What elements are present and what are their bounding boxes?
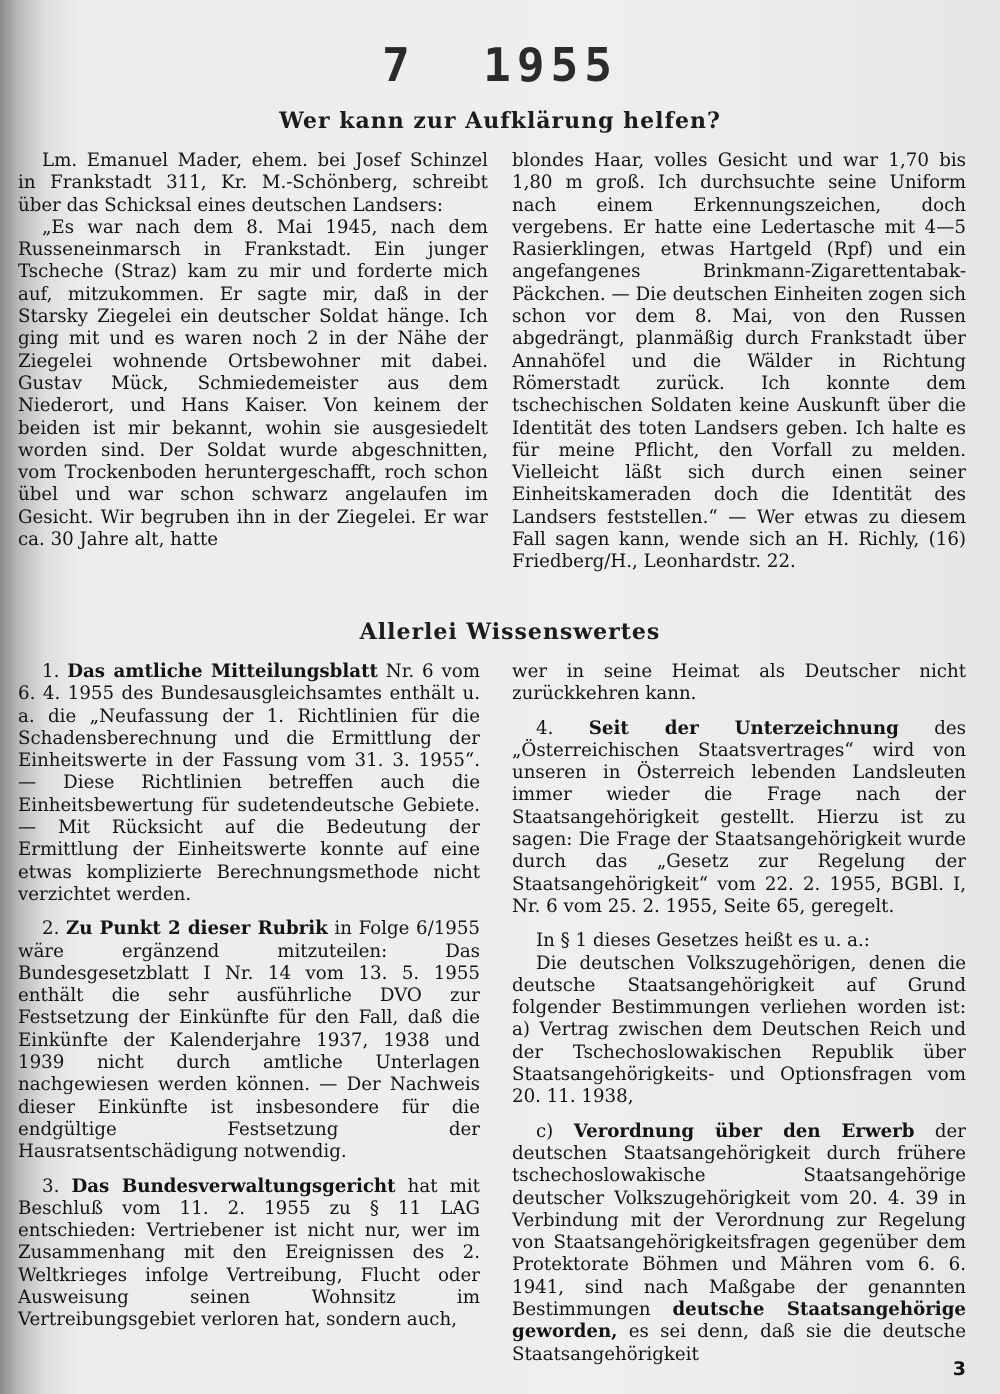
article1-intro: Lm. Emanuel Mader, ehem. bei Josef Schinzel in Frankstadt 311, Kr. M.-Schönberg, schreibt über das Schicksal eines deutschen Landsers:: [18, 150, 488, 216]
item-1-text: Nr. 6 vom 6. 4. 1955 des Bundesausgleichsamtes enthält u. a. die „Neufassung der 1. Richtlinien für die Schadensberechnung und die Ermittlung der Einheitswerte in der Fassung vom 31. 3. 1955“. — Diese Richtlinien betreffen auch die Einheitsbewertung für sudetendeutsche Gebiete. — Mit Rücksicht auf die Bedeutung der Ermittlung der Einheitswerte konnte auf eine etwas komplizierte Berechnungsmethode nicht verzichtet werden.: [18, 661, 480, 905]
article2-left-column: [18, 661, 480, 1332]
item-4-number: 4.: [536, 717, 554, 739]
item-2-lead: Zu Punkt 2 dieser Rubrik: [66, 918, 328, 940]
law-section-c-lead: Verordnung über den Erwerb: [573, 1120, 915, 1142]
item-3-text: hat mit Beschluß vom 11. 2. 1955 zu § 11 LAG entschieden: Vertriebener ist nicht nur, wer im Zusammenhang mit den Ereignissen des 2. Weltkrieges infolge Vertreibung, Flucht oder Ausweisung seinen Wohnsitz im Vertreibungsgebiet verloren hat, sondern auch,: [18, 1175, 480, 1331]
item-3-number: 3.: [42, 1175, 60, 1197]
issue-number: 7 1955: [382, 38, 618, 92]
item-2-text: in Folge 6/1955 wäre ergänzend mitzuteilen: Das Bundesgesetzblatt I Nr. 14 vom 13. 5. 1955 enthält die sehr ausführliche DVO zur Festsetzung der Einkünfte für den Fall, daß die Einkünfte der Kalenderjahre 1937, 1938 und 1939 nicht durch amtliche Unterlagen nachgewiesen werden können. — Der Nachweis dieser Einkünfte ist insbesondere für die endgültige Festsetzung der Hausratsentschädigung notwendig.: [18, 918, 480, 1163]
law-section-c: [512, 1121, 966, 1366]
article1-right-column: [512, 150, 966, 574]
item-2-number: 2.: [42, 918, 60, 940]
item-1: [18, 661, 480, 906]
item-3-lead: Das Bundesverwaltungsgericht: [71, 1175, 396, 1197]
article2-right-column: [512, 661, 966, 1366]
item-2: [18, 918, 480, 1163]
item-4: [512, 718, 966, 919]
item-3-continued: wer in seine Heimat als Deutscher nicht zurückkehren kann.: [512, 661, 966, 705]
item-4-text: des „Österreichischen Staatsvertrages“ wird von unseren in Österreich lebenden Landsleuten immer wieder die Frage nach der Staatsangehörigkeit gestellt. Hierzu ist zu sagen: Die Frage der Staatsangehörigkeit wurde durch das „Gesetz zur Regelung der Staatsangehörigkeit“ vom 22. 2. 1955, BGBl. I, Nr. 6 vom 25. 2. 1955, Seite 65, geregelt.: [512, 717, 966, 917]
law-section-c-emphasis: deutsche Staatsangehörige geworden,: [512, 1299, 966, 1343]
article-title-aufklaerung: Wer kann zur Aufklärung helfen?: [279, 108, 721, 134]
law-section-a: Die deutschen Volkszugehörigen, denen die deutsche Staatsangehörigkeit auf Grund folgender Bestimmungen verliehen worden ist: a) Vertrag zwischen dem Deutschen Reich und der Tschechoslowakischen Republik über Staatsangehörigkeits- und Optionsfragen vom 20. 11. 1938,: [512, 952, 966, 1108]
article-title-wissenswertes: Allerlei Wissenswertes: [359, 619, 661, 645]
article1-quote: „Es war nach dem 8. Mai 1945, nach dem Russeneinmarsch in Frankstadt. Ein junger Tscheche (Straz) kam zu mir und forderte mich auf, mitzukommen. Er sagte mir, daß in der Starsky Ziegelei ein deutscher Soldat hänge. Ich ging mit und es waren noch 2 in der Nähe der Ziegelei wohnende Ortsbewohner mit dabei. Gustav Mück, Schmiedemeister aus dem Niederort, und Hans Kaiser. Von keinem der beiden ist mir bekannt, wohin sie ausgesiedelt worden sind. Der Soldat wurde abgeschnitten, vom Trockenboden heruntergeschafft, roch schon übel und war schon schwarz angelaufen im Gesicht. Wir begruben ihn in der Ziegelei. Er war ca. 30 Jahre alt, hatte: [18, 216, 488, 551]
item-3: [18, 1176, 480, 1332]
law-section-c-label: c): [536, 1120, 554, 1142]
law-intro: In § 1 dieses Gesetzes heißt es u. a.:: [536, 930, 870, 952]
item-1-number: 1.: [42, 661, 60, 682]
article1-quote-continued: blondes Haar, volles Gesicht und war 1,70 bis 1,80 m groß. Ich durchsuchte seine Uniform nach einem Erkennungszeichen, doch vergebens. Er hatte eine Ledertasche mit 4—5 Rasierklingen, etwas Hartgeld (Rpf) und ein angefangenes Brinkmann-Zigarettentabak-Päckchen. — Die deutschen Einheiten zogen sich schon vor dem 8. Mai, von den Russen abgedrängt, planmäßig durch Frankstadt über Annahöfel und die Wälder in Richtung Römerstadt zurück. Ich konnte dem tschechischen Soldaten keine Auskunft über die Identität des toten Landsers geben. Ich halte es für meine Pflicht, den Vorfall zu melden. Vielleicht läßt sich durch einen seiner Einheitskameraden doch die Identität des Landsers feststellen.“ — Wer etwas zu diesem Fall sagen kann, wende sich an H. Richly, (16) Friedberg/H., Leonhardstr. 22.: [512, 150, 966, 573]
article1-left-column: [18, 150, 488, 551]
item-4-lead: Seit der Unterzeichnung: [588, 717, 899, 739]
item-1-lead: Das amtliche Mitteilungsblatt: [67, 661, 378, 682]
law-section-c-text: der deutschen Staatsangehörigkeit durch frühere tschechoslowakische Staatsangehörige deutscher Volkszugehörigkeit vom 20. 4. 39 in Verbindung mit der Verordnung zur Regelung von Staatsangehörigkeitsfragen gegenüber dem Protektorate Böhmen und Mähren vom 6. 6. 1941, sind nach Maßgabe der genannten Bestimmungen: [512, 1120, 966, 1321]
page-number: 3: [952, 1358, 966, 1380]
law-section-c-text-end: es sei denn, daß sie die deutsche Staatsangehörigkeit: [512, 1321, 966, 1365]
